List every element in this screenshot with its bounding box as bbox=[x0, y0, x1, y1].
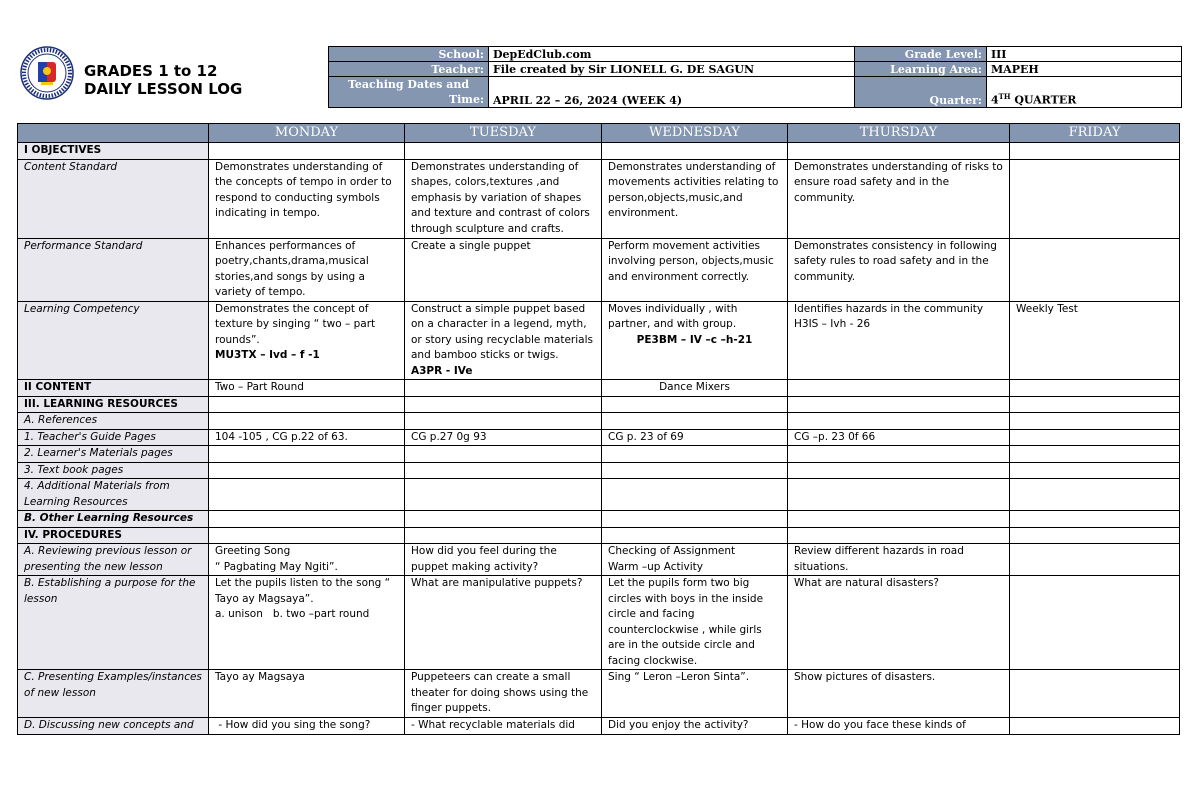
table-row bbox=[18, 429, 1180, 446]
teaching-dates-label bbox=[329, 77, 489, 108]
school-value: DepEdClub.com bbox=[489, 47, 855, 62]
learning-competency-mon-text: Demonstrates the concept of texture by singing “ two – part rounds”. bbox=[215, 302, 376, 346]
procedure-a-thu: Review different hazards in road situations. bbox=[788, 544, 1010, 576]
learning-competency-thu bbox=[788, 301, 1010, 380]
procedure-a-mon-line2: “ Pagbating May Ngiti”. bbox=[215, 560, 338, 573]
table-row bbox=[18, 396, 1180, 413]
quarter-suffix: TH bbox=[998, 92, 1011, 102]
content-standard-tue: Demonstrates understanding of shapes, colors,textures ,and emphasis by variation of shapes and texture and contrast of colors through sculpture and crafts. bbox=[405, 159, 602, 238]
learning-area-value: MAPEH bbox=[987, 62, 1182, 77]
day-tuesday: TUESDAY bbox=[405, 124, 602, 143]
objectives-heading: I OBJECTIVES bbox=[18, 143, 209, 160]
table-row bbox=[18, 576, 1180, 670]
procedure-a-tue: How did you feel during the puppet making activity? bbox=[405, 544, 602, 576]
learning-competency-mon bbox=[209, 301, 405, 380]
procedure-c-label: C. Presenting Examples/instances of new lesson bbox=[18, 670, 209, 718]
table-row bbox=[18, 462, 1180, 479]
textbook-pages-label: 3. Text book pages bbox=[18, 462, 209, 479]
teaching-dates-label-line2: Time: bbox=[448, 93, 484, 106]
learning-area-label: Learning Area: bbox=[855, 62, 987, 77]
teachers-guide-wed: CG p. 23 of 69 bbox=[602, 429, 788, 446]
procedures-heading: IV. PROCEDURES bbox=[18, 527, 209, 544]
procedure-d-mon: - How did you sing the song? bbox=[209, 718, 405, 735]
table-row bbox=[18, 544, 1180, 576]
table-row bbox=[18, 159, 1180, 238]
title-line-1: GRADES 1 to 12 bbox=[84, 62, 218, 80]
day-header-row bbox=[18, 124, 1180, 143]
procedure-a-label: A. Reviewing previous lesson or presenting the new lesson bbox=[18, 544, 209, 576]
header-table bbox=[328, 46, 1182, 108]
learning-competency-wed-code: PE3BM – IV –c –h-21 bbox=[636, 333, 753, 346]
teacher-value: File created by Sir LIONELL G. DE SAGUN bbox=[489, 62, 855, 77]
table-row bbox=[18, 479, 1180, 511]
teaching-dates-label-line1: Teaching Dates and bbox=[347, 78, 470, 91]
grade-level-label: Grade Level: bbox=[855, 47, 987, 62]
day-thursday: THURSDAY bbox=[788, 124, 1010, 143]
content-wed: Dance Mixers bbox=[602, 380, 788, 397]
procedure-c-wed: Sing “ Leron –Leron Sinta”. bbox=[602, 670, 788, 718]
procedure-d-thu: - How do you face these kinds of bbox=[788, 718, 1010, 735]
learning-competency-thu-text: Identifies hazards in the community bbox=[794, 302, 984, 315]
table-row bbox=[18, 238, 1180, 301]
document-title bbox=[84, 62, 242, 98]
performance-standard-fri bbox=[1010, 238, 1180, 301]
procedure-b-wed: Let the pupils form two big circles with boys in the inside circle and facing counterclockwise , while girls are in the outside circle and facing clockwise. bbox=[602, 576, 788, 670]
procedure-c-thu: Show pictures of disasters. bbox=[788, 670, 1010, 718]
learning-resources-heading: III. LEARNING RESOURCES bbox=[18, 396, 209, 413]
teaching-dates-value: APRIL 22 – 26, 2024 (WEEK 4) bbox=[489, 77, 855, 108]
quarter-word: QUARTER bbox=[1010, 94, 1077, 107]
quarter-value bbox=[987, 77, 1182, 108]
content-standard-mon: Demonstrates understanding of the concepts of tempo in order to respond to conducting symbols indicating in tempo. bbox=[209, 159, 405, 238]
learners-materials-label: 2. Learner's Materials pages bbox=[18, 446, 209, 463]
learning-competency-fri: Weekly Test bbox=[1010, 301, 1180, 380]
table-row bbox=[18, 527, 1180, 544]
procedure-b-tue: What are manipulative puppets? bbox=[405, 576, 602, 670]
content-standard-thu: Demonstrates understanding of risks to ensure road safety and in the community. bbox=[788, 159, 1010, 238]
other-resources-label: B. Other Learning Resources bbox=[18, 511, 209, 528]
quarter-label: Quarter: bbox=[855, 77, 987, 108]
quarter-number: 4 bbox=[991, 94, 999, 107]
procedure-a-wed bbox=[602, 544, 788, 576]
content-standard-wed: Demonstrates understanding of movements activities relating to person,objects,music,and environment. bbox=[602, 159, 788, 238]
learning-competency-tue-code: A3PR - IVe bbox=[411, 364, 473, 377]
deped-seal-icon bbox=[20, 46, 74, 100]
additional-materials-label: 4. Additional Materials from Learning Resources bbox=[18, 479, 209, 511]
corner-cell bbox=[18, 124, 209, 143]
teachers-guide-thu: CG –p. 23 0f 66 bbox=[788, 429, 1010, 446]
table-row bbox=[18, 511, 1180, 528]
teacher-label: Teacher: bbox=[329, 62, 489, 77]
day-wednesday: WEDNESDAY bbox=[602, 124, 788, 143]
procedure-d-wed: Did you enjoy the activity? bbox=[602, 718, 788, 735]
learning-competency-tue bbox=[405, 301, 602, 380]
learning-competency-wed-text: Moves individually , with partner, and with group. bbox=[608, 302, 738, 330]
procedure-a-mon bbox=[209, 544, 405, 576]
performance-standard-wed: Perform movement activities involving person, objects,music and environment correctly. bbox=[602, 238, 788, 301]
learning-competency-wed bbox=[602, 301, 788, 380]
procedure-c-mon: Tayo ay Magsaya bbox=[209, 670, 405, 718]
content-heading: II CONTENT bbox=[18, 380, 209, 397]
procedure-a-wed-line1: Checking of Assignment bbox=[608, 545, 736, 557]
procedure-b-mon-line2: a. unison b. two –part round bbox=[215, 608, 370, 620]
table-row bbox=[18, 380, 1180, 397]
performance-standard-thu: Demonstrates consistency in following safety rules to road safety and in the community. bbox=[788, 238, 1010, 301]
day-friday: FRIDAY bbox=[1010, 124, 1180, 143]
learning-competency-tue-text: Construct a simple puppet based on a character in a legend, myth, or story using recyclable materials and bamboo sticks or twigs. bbox=[411, 302, 593, 361]
procedure-a-mon-line1: Greeting Song bbox=[215, 545, 291, 557]
procedure-d-tue: - What recyclable materials did bbox=[405, 718, 602, 735]
learning-competency-thu-code: H3IS – Ivh - 26 bbox=[794, 318, 871, 330]
content-standard-fri bbox=[1010, 159, 1180, 238]
content-mon: Two – Part Round bbox=[209, 380, 405, 397]
learning-competency-label: Learning Competency bbox=[18, 301, 209, 380]
procedure-d-label: D. Discussing new concepts and bbox=[18, 718, 209, 735]
teachers-guide-tue: CG p.27 0g 93 bbox=[405, 429, 602, 446]
lesson-log-table bbox=[17, 123, 1180, 735]
references-label: A. References bbox=[18, 413, 209, 430]
teachers-guide-mon: 104 -105 , CG p.22 of 63. bbox=[209, 429, 405, 446]
teachers-guide-label: 1. Teacher's Guide Pages bbox=[18, 429, 209, 446]
table-row bbox=[18, 301, 1180, 380]
content-standard-label: Content Standard bbox=[18, 159, 209, 238]
performance-standard-mon: Enhances performances of poetry,chants,drama,musical stories,and songs by using a variety of tempo. bbox=[209, 238, 405, 301]
procedure-b-mon-line1: Let the pupils listen to the song “ Tayo ay Magsaya”. bbox=[215, 577, 391, 605]
procedure-b-mon bbox=[209, 576, 405, 670]
grade-level-value: III bbox=[987, 47, 1182, 62]
table-row bbox=[18, 413, 1180, 430]
table-row bbox=[18, 143, 1180, 160]
procedure-b-label: B. Establishing a purpose for the lesson bbox=[18, 576, 209, 670]
procedure-c-tue: Puppeteers can create a small theater for doing shows using the finger puppets. bbox=[405, 670, 602, 718]
table-row bbox=[18, 718, 1180, 735]
school-label: School: bbox=[329, 47, 489, 62]
learning-competency-mon-code: MU3TX – Ivd – f -1 bbox=[215, 349, 320, 361]
title-line-2: DAILY LESSON LOG bbox=[84, 80, 243, 98]
table-row bbox=[18, 446, 1180, 463]
procedure-a-wed-line2: Warm –up Activity bbox=[608, 560, 704, 573]
performance-standard-tue: Create a single puppet bbox=[405, 238, 602, 301]
performance-standard-label: Performance Standard bbox=[18, 238, 209, 301]
procedure-b-thu: What are natural disasters? bbox=[788, 576, 1010, 670]
day-monday: MONDAY bbox=[209, 124, 405, 143]
table-row bbox=[18, 670, 1180, 718]
